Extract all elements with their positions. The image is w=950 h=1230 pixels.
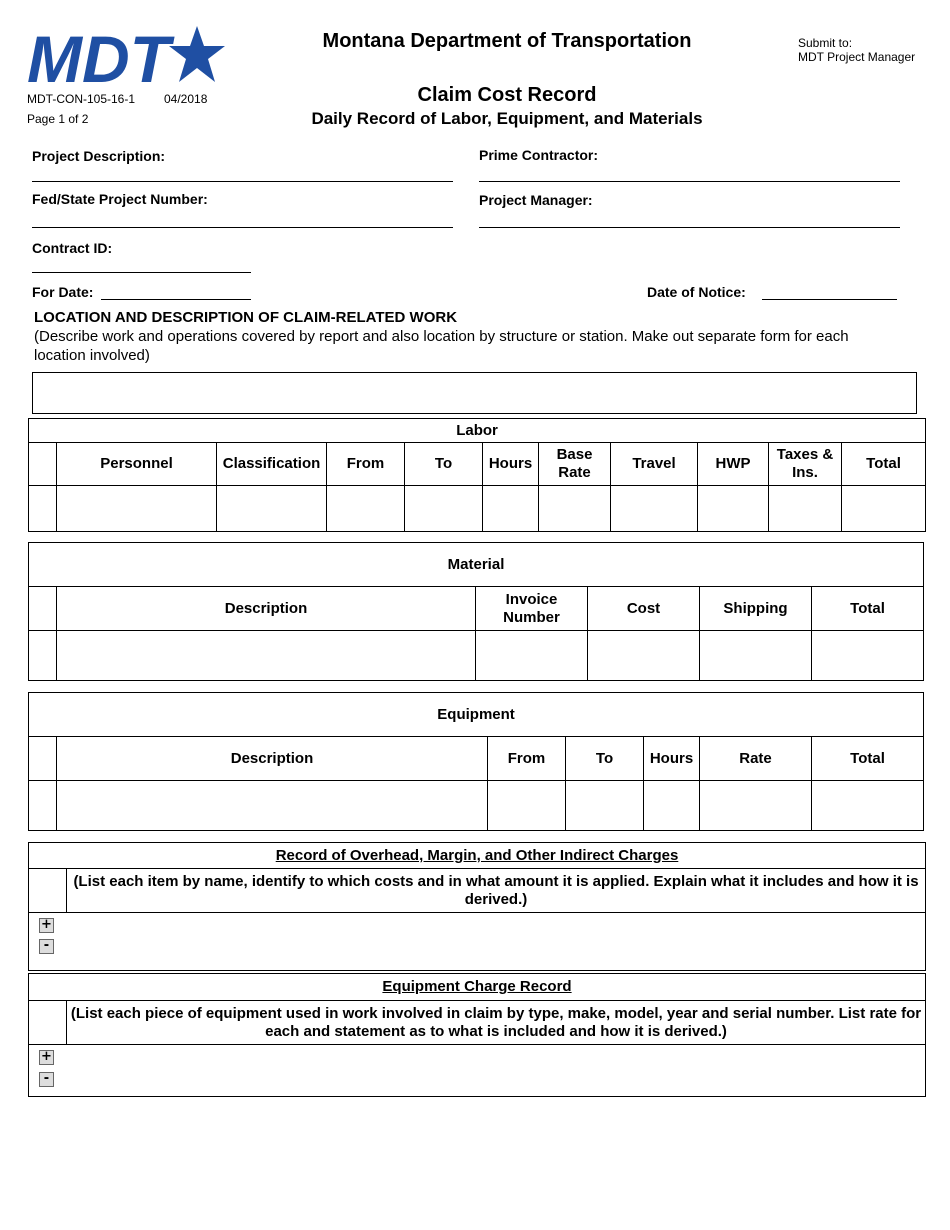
overhead-add-row-button[interactable]: + xyxy=(39,918,54,933)
equipment-charge-instructions: (List each piece of equipment used in work involved in claim by type, make, model, year and serial number. List rate for each and statement as to what is included and how it is derived.) xyxy=(67,1001,926,1045)
row-gutter xyxy=(29,486,57,532)
equipment-description-cell[interactable] xyxy=(57,781,488,831)
project-manager-label: Project Manager: xyxy=(479,192,593,208)
equipment-hours-cell[interactable] xyxy=(644,781,700,831)
equipment-to-cell[interactable] xyxy=(566,781,644,831)
labor-col-classification: Classification xyxy=(217,443,327,486)
overhead-table xyxy=(28,842,926,971)
equipment-col-description: Description xyxy=(57,737,488,781)
labor-taxes-cell[interactable] xyxy=(769,486,842,532)
submit-to-value: MDT Project Manager xyxy=(798,50,916,64)
prime-contractor-label: Prime Contractor: xyxy=(479,147,599,163)
material-col-cost: Cost xyxy=(588,587,700,631)
mdt-logo xyxy=(27,24,227,88)
material-col-shipping: Shipping xyxy=(700,587,812,631)
labor-col-travel: Travel xyxy=(611,443,698,486)
equipment-col-from: From xyxy=(488,737,566,781)
equipment-col-rate: Rate xyxy=(700,737,812,781)
labor-col-personnel: Personnel xyxy=(57,443,217,486)
labor-table xyxy=(28,418,926,532)
form-subtitle: Daily Record of Labor, Equipment, and Materials xyxy=(311,109,703,128)
material-col-total: Total xyxy=(812,587,924,631)
location-description-input[interactable] xyxy=(32,372,917,414)
material-shipping-cell[interactable] xyxy=(700,631,812,681)
equipment-total-cell[interactable] xyxy=(812,781,924,831)
overhead-instructions: (List each item by name, identify to which costs and in what amount it is applied. Explain what it includes and how it is derived.) xyxy=(67,869,926,913)
location-instructions: (Describe work and operations covered by report and also location by structure or station. Make out separate form for each location involved) xyxy=(34,328,849,364)
labor-travel-cell[interactable] xyxy=(611,486,698,532)
prime-contractor-field[interactable] xyxy=(479,181,900,182)
labor-personnel-cell[interactable] xyxy=(57,486,217,532)
labor-col-from: From xyxy=(327,443,405,486)
table-row xyxy=(29,631,924,681)
row-gutter xyxy=(29,781,57,831)
equipment-rate-cell[interactable] xyxy=(700,781,812,831)
labor-title: Labor xyxy=(29,419,926,443)
contract-id-label: Contract ID: xyxy=(32,240,113,256)
labor-col-hours: Hours xyxy=(483,443,539,486)
overhead-remove-row-button[interactable]: - xyxy=(39,939,54,954)
labor-base-rate-cell[interactable] xyxy=(539,486,611,532)
page-indicator: Page 1 of 2 xyxy=(27,112,89,126)
row-gutter xyxy=(29,869,67,913)
material-description-cell[interactable] xyxy=(57,631,476,681)
labor-hwp-cell[interactable] xyxy=(698,486,769,532)
labor-hours-cell[interactable] xyxy=(483,486,539,532)
equipment-charge-table xyxy=(28,973,926,1097)
material-invoice-cell[interactable] xyxy=(476,631,588,681)
logo-text: MDT xyxy=(27,24,170,88)
labor-col-total: Total xyxy=(842,443,926,486)
date-of-notice-label: Date of Notice: xyxy=(647,284,746,300)
material-col-description: Description xyxy=(57,587,476,631)
fed-state-project-number-field[interactable] xyxy=(32,227,453,228)
overhead-title: Record of Overhead, Margin, and Other Indirect Charges xyxy=(29,843,926,869)
overhead-input-area[interactable] xyxy=(29,913,926,971)
labor-total-cell[interactable] xyxy=(842,486,926,532)
agency-title: Montana Department of Transportation xyxy=(322,30,692,52)
labor-col-base-rate: Base Rate xyxy=(539,443,611,486)
project-description-label: Project Description: xyxy=(32,148,166,164)
material-col-invoice-number: Invoice Number xyxy=(476,587,588,631)
equipment-charge-add-row-button[interactable]: + xyxy=(39,1050,54,1065)
form-title: Claim Cost Record xyxy=(417,84,597,106)
star-icon xyxy=(169,26,225,82)
labor-col-hwp: HWP xyxy=(698,443,769,486)
equipment-col-hours: Hours xyxy=(644,737,700,781)
location-heading: LOCATION AND DESCRIPTION OF CLAIM-RELATED WORK xyxy=(34,309,458,326)
labor-col-to: To xyxy=(405,443,483,486)
table-row xyxy=(29,486,926,532)
fed-state-project-number-label: Fed/State Project Number: xyxy=(32,191,208,207)
material-title: Material xyxy=(29,543,924,587)
equipment-from-cell[interactable] xyxy=(488,781,566,831)
row-gutter xyxy=(29,443,57,486)
form-date: 04/2018 xyxy=(164,92,208,106)
table-row xyxy=(29,781,924,831)
material-total-cell[interactable] xyxy=(812,631,924,681)
project-manager-field[interactable] xyxy=(479,227,900,228)
material-table xyxy=(28,542,924,681)
row-gutter xyxy=(29,737,57,781)
equipment-title: Equipment xyxy=(29,693,924,737)
row-gutter xyxy=(29,631,57,681)
row-gutter xyxy=(29,587,57,631)
material-cost-cell[interactable] xyxy=(588,631,700,681)
labor-to-cell[interactable] xyxy=(405,486,483,532)
for-date-label: For Date: xyxy=(32,284,94,300)
project-description-field[interactable] xyxy=(32,181,453,182)
for-date-field[interactable] xyxy=(101,299,251,300)
equipment-col-to: To xyxy=(566,737,644,781)
labor-from-cell[interactable] xyxy=(327,486,405,532)
form-number: MDT-CON-105-16-1 xyxy=(27,92,136,106)
submit-to-label: Submit to: xyxy=(798,36,853,50)
date-of-notice-field[interactable] xyxy=(762,299,897,300)
equipment-charge-input-area[interactable] xyxy=(29,1045,926,1097)
equipment-charge-remove-row-button[interactable]: - xyxy=(39,1072,54,1087)
labor-col-taxes-ins: Taxes & Ins. xyxy=(769,443,842,486)
equipment-charge-title: Equipment Charge Record xyxy=(29,974,926,1001)
labor-classification-cell[interactable] xyxy=(217,486,327,532)
row-gutter xyxy=(29,1001,67,1045)
contract-id-field[interactable] xyxy=(32,272,251,273)
equipment-table xyxy=(28,692,924,831)
equipment-col-total: Total xyxy=(812,737,924,781)
